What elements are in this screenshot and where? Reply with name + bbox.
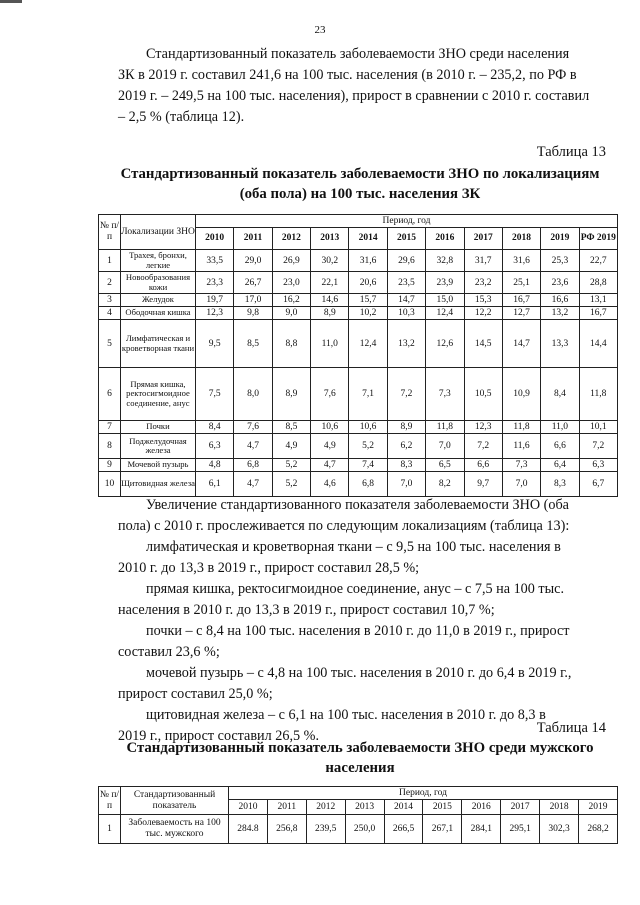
value-cell: 23,0: [272, 272, 310, 294]
value-cell: 11,8: [579, 368, 617, 421]
value-cell: 4,7: [311, 459, 349, 472]
table-row: [99, 320, 618, 368]
value-cell: 10,2: [349, 307, 387, 320]
value-cell: 4,9: [272, 434, 310, 459]
value-cell: 9,5: [196, 320, 234, 368]
row-number: 6: [99, 368, 121, 421]
value-cell: 8,9: [387, 421, 425, 434]
value-cell: 14,6: [311, 294, 349, 307]
localization-cell: Лимфатическая и кроветворная ткани: [121, 320, 196, 368]
value-cell: 13,3: [541, 320, 579, 368]
value-cell: 12,7: [502, 307, 540, 320]
value-cell: 23,5: [387, 272, 425, 294]
value-cell: 9,0: [272, 307, 310, 320]
value-cell: 5,2: [349, 434, 387, 459]
value-cell: 16,6: [541, 294, 579, 307]
body-line: пола) с 2010 г. прослеживается по следующим локализациям (таблица 13):: [118, 518, 570, 534]
year-header: 2010: [229, 800, 268, 815]
year-header: 2011: [234, 228, 272, 250]
value-cell: 32,8: [426, 250, 464, 272]
value-cell: 10,5: [464, 368, 502, 421]
year-header: 2016: [462, 800, 501, 815]
value-cell: 250,0: [345, 815, 384, 844]
value-cell: 8,2: [426, 472, 464, 497]
table-row: [99, 307, 618, 320]
value-cell: 16,7: [579, 307, 617, 320]
value-cell: 25,1: [502, 272, 540, 294]
year-header: 2019: [579, 800, 618, 815]
row-number: 7: [99, 421, 121, 434]
value-cell: 6,4: [541, 459, 579, 472]
value-cell: 30,2: [311, 250, 349, 272]
value-cell: 31,6: [502, 250, 540, 272]
value-cell: 12,4: [349, 320, 387, 368]
row-number: 8: [99, 434, 121, 459]
value-cell: 7,2: [579, 434, 617, 459]
intro-line: Стандартизованный показатель заболеваемости ЗНО среди населения: [146, 46, 570, 62]
localization-cell: Щитовидная железа: [121, 472, 196, 497]
value-cell: 13,1: [579, 294, 617, 307]
value-cell: 8,3: [541, 472, 579, 497]
value-cell: 10,3: [387, 307, 425, 320]
value-cell: 8,0: [234, 368, 272, 421]
header-period: Период, год: [229, 787, 618, 800]
value-cell: 295,1: [501, 815, 540, 844]
value-cell: 23,2: [464, 272, 502, 294]
table14-label: Таблица 14: [536, 720, 606, 736]
value-cell: 5,2: [272, 459, 310, 472]
value-cell: 8,5: [272, 421, 310, 434]
value-cell: 23,9: [426, 272, 464, 294]
year-header: 2012: [306, 800, 345, 815]
value-cell: 10,6: [349, 421, 387, 434]
value-cell: 11,0: [311, 320, 349, 368]
table-row: [99, 250, 618, 272]
value-cell: 6,3: [579, 459, 617, 472]
value-cell: 26,7: [234, 272, 272, 294]
body-line: щитовидная железа – с 6,1 на 100 тыс. населения в 2010 г. до 8,3 в: [146, 707, 546, 723]
body-line: составил 23,6 %;: [118, 644, 220, 660]
body-line: мочевой пузырь – с 4,8 на 100 тыс. населения в 2010 г. до 6,4 в 2019 г.,: [146, 665, 572, 681]
row-number: 1: [99, 250, 121, 272]
value-cell: 7,5: [196, 368, 234, 421]
value-cell: 266,5: [384, 815, 423, 844]
table13: [98, 214, 618, 497]
year-header: 2013: [311, 228, 349, 250]
value-cell: 267,1: [423, 815, 462, 844]
value-cell: 10,6: [311, 421, 349, 434]
value-cell: 10,1: [579, 421, 617, 434]
value-cell: 15,3: [464, 294, 502, 307]
body-paragraph: [118, 495, 606, 747]
table-row: [99, 368, 618, 421]
year-header: 2018: [540, 800, 579, 815]
body-line: почки – с 8,4 на 100 тыс. населения в 2010 г. до 11,0 в 2019 г., прирост: [146, 623, 570, 639]
table-row: [99, 434, 618, 459]
value-cell: 11,8: [502, 421, 540, 434]
value-cell: 23,6: [541, 272, 579, 294]
year-header: 2015: [387, 228, 425, 250]
value-cell: 12,4: [426, 307, 464, 320]
header-num: № п/п: [99, 215, 121, 250]
value-cell: 6,6: [541, 434, 579, 459]
value-cell: 4,9: [311, 434, 349, 459]
year-header: 2010: [196, 228, 234, 250]
body-line: лимфатическая и кроветворная ткани – с 9,5 на 100 тыс. населения в: [146, 539, 561, 555]
value-cell: 22,1: [311, 272, 349, 294]
indicator-cell: Заболеваемость на 100 тыс. мужского: [121, 815, 229, 844]
value-cell: 31,6: [349, 250, 387, 272]
value-cell: 4,7: [234, 472, 272, 497]
year-header: РФ 2019: [579, 228, 617, 250]
value-cell: 11,8: [426, 421, 464, 434]
value-cell: 31,7: [464, 250, 502, 272]
value-cell: 16,2: [272, 294, 310, 307]
value-cell: 14,5: [464, 320, 502, 368]
year-header: 2016: [426, 228, 464, 250]
value-cell: 14,7: [502, 320, 540, 368]
value-cell: 6,5: [426, 459, 464, 472]
value-cell: 7,0: [426, 434, 464, 459]
value-cell: 4,8: [196, 459, 234, 472]
year-header: 2018: [502, 228, 540, 250]
table-row: [99, 815, 618, 844]
table14-title-line: населения: [325, 760, 395, 776]
localization-cell: Почки: [121, 421, 196, 434]
value-cell: 20,6: [349, 272, 387, 294]
value-cell: 8,5: [234, 320, 272, 368]
header-indicator: Стандартизованный показатель: [121, 787, 229, 815]
value-cell: 7,6: [234, 421, 272, 434]
table14-title-line: Стандартизованный показатель заболеваемости ЗНО среди мужского: [126, 740, 594, 756]
intro-line: – 2,5 % (таблица 12).: [118, 109, 245, 125]
value-cell: 6,8: [349, 472, 387, 497]
localization-cell: Трахея, бронхи, легкие: [121, 250, 196, 272]
year-header: 2019: [541, 228, 579, 250]
intro-paragraph: [118, 44, 606, 128]
value-cell: 28,8: [579, 272, 617, 294]
value-cell: 7,2: [464, 434, 502, 459]
value-cell: 268,2: [579, 815, 618, 844]
value-cell: 4,6: [311, 472, 349, 497]
row-number: 3: [99, 294, 121, 307]
value-cell: 239,5: [306, 815, 345, 844]
value-cell: 7,0: [502, 472, 540, 497]
value-cell: 6,1: [196, 472, 234, 497]
row-number: 9: [99, 459, 121, 472]
value-cell: 25,3: [541, 250, 579, 272]
intro-line: 2019 г. – 249,5 на 100 тыс. населения), прирост в сравнении с 2010 г. составил: [118, 88, 590, 104]
value-cell: 5,2: [272, 472, 310, 497]
value-cell: 6,3: [196, 434, 234, 459]
row-number: 5: [99, 320, 121, 368]
value-cell: 6,7: [579, 472, 617, 497]
row-number: 10: [99, 472, 121, 497]
table-row: [99, 272, 618, 294]
value-cell: 9,7: [464, 472, 502, 497]
value-cell: 11,6: [502, 434, 540, 459]
value-cell: 12,3: [464, 421, 502, 434]
year-header: 2017: [464, 228, 502, 250]
value-cell: 7,6: [311, 368, 349, 421]
body-line: Увеличение стандартизованного показателя заболеваемости ЗНО (оба: [146, 497, 569, 513]
year-header: 2017: [501, 800, 540, 815]
year-header: 2015: [423, 800, 462, 815]
value-cell: 302,3: [540, 815, 579, 844]
body-line: прямая кишка, ректосигмоидное соединение, анус – с 7,5 на 100 тыс.: [146, 581, 564, 597]
table14: [98, 786, 618, 844]
value-cell: 22,7: [579, 250, 617, 272]
value-cell: 8,4: [541, 368, 579, 421]
value-cell: 12,2: [464, 307, 502, 320]
header-num: № п/п: [99, 787, 121, 815]
table13-label: Таблица 13: [536, 144, 606, 160]
value-cell: 284,1: [462, 815, 501, 844]
value-cell: 8,4: [196, 421, 234, 434]
value-cell: 7,3: [426, 368, 464, 421]
row-number: 1: [99, 815, 121, 844]
year-header: 2011: [267, 800, 306, 815]
value-cell: 12,6: [426, 320, 464, 368]
body-line: населения в 2010 г. до 13,3 в 2019 г., прирост составил 10,7 %;: [118, 602, 495, 618]
table-row: [99, 294, 618, 307]
row-number: 2: [99, 272, 121, 294]
value-cell: 15,0: [426, 294, 464, 307]
value-cell: 15,7: [349, 294, 387, 307]
table13-title-line: (оба пола) на 100 тыс. населения ЗК: [239, 186, 481, 202]
table-row: [99, 459, 618, 472]
value-cell: 29,6: [387, 250, 425, 272]
value-cell: 13,2: [387, 320, 425, 368]
row-number: 4: [99, 307, 121, 320]
localization-cell: Ободочная кишка: [121, 307, 196, 320]
value-cell: 19,7: [196, 294, 234, 307]
value-cell: 26,9: [272, 250, 310, 272]
value-cell: 7,3: [502, 459, 540, 472]
value-cell: 284.8: [229, 815, 268, 844]
value-cell: 8,3: [387, 459, 425, 472]
value-cell: 7,1: [349, 368, 387, 421]
value-cell: 8,8: [272, 320, 310, 368]
value-cell: 29,0: [234, 250, 272, 272]
table13-title: [100, 164, 620, 204]
table-row: [99, 421, 618, 434]
table13-title-line: Стандартизованный показатель заболеваемости ЗНО по локализациям: [120, 166, 600, 182]
header-period: Период, год: [196, 215, 618, 228]
body-line: 2019 г., прирост составил 26,5 %.: [118, 728, 320, 744]
value-cell: 4,7: [234, 434, 272, 459]
value-cell: 7,2: [387, 368, 425, 421]
localization-cell: Поджелудочная железа: [121, 434, 196, 459]
page-number: 23: [314, 24, 326, 36]
value-cell: 10,9: [502, 368, 540, 421]
value-cell: 11,0: [541, 421, 579, 434]
header-localization: Локализации ЗНО: [121, 215, 196, 250]
value-cell: 6,6: [464, 459, 502, 472]
value-cell: 12,3: [196, 307, 234, 320]
value-cell: 6,8: [234, 459, 272, 472]
year-header: 2013: [345, 800, 384, 815]
value-cell: 16,7: [502, 294, 540, 307]
localization-cell: Новообразования кожи: [121, 272, 196, 294]
value-cell: 7,4: [349, 459, 387, 472]
localization-cell: Мочевой пузырь: [121, 459, 196, 472]
value-cell: 13,2: [541, 307, 579, 320]
value-cell: 33,5: [196, 250, 234, 272]
value-cell: 256,8: [267, 815, 306, 844]
value-cell: 8,9: [311, 307, 349, 320]
year-header: 2014: [349, 228, 387, 250]
body-line: прирост составил 25,0 %;: [118, 686, 273, 702]
scan-edge-mark: [0, 0, 22, 3]
value-cell: 23,3: [196, 272, 234, 294]
year-header: 2014: [384, 800, 423, 815]
value-cell: 8,9: [272, 368, 310, 421]
table-row: [99, 472, 618, 497]
localization-cell: Прямая кишка, ректосигмоидное соединение, анус: [121, 368, 196, 421]
intro-line: ЗК в 2019 г. составил 241,6 на 100 тыс. населения (в 2010 г. – 235,2, по РФ в: [118, 67, 577, 83]
year-header: 2012: [272, 228, 310, 250]
value-cell: 6,2: [387, 434, 425, 459]
value-cell: 7,0: [387, 472, 425, 497]
table14-title: [100, 738, 620, 778]
body-line: 2010 г. до 13,3 в 2019 г., прирост составил 28,5 %;: [118, 560, 420, 576]
value-cell: 9,8: [234, 307, 272, 320]
value-cell: 14,7: [387, 294, 425, 307]
value-cell: 14,4: [579, 320, 617, 368]
localization-cell: Желудок: [121, 294, 196, 307]
value-cell: 17,0: [234, 294, 272, 307]
